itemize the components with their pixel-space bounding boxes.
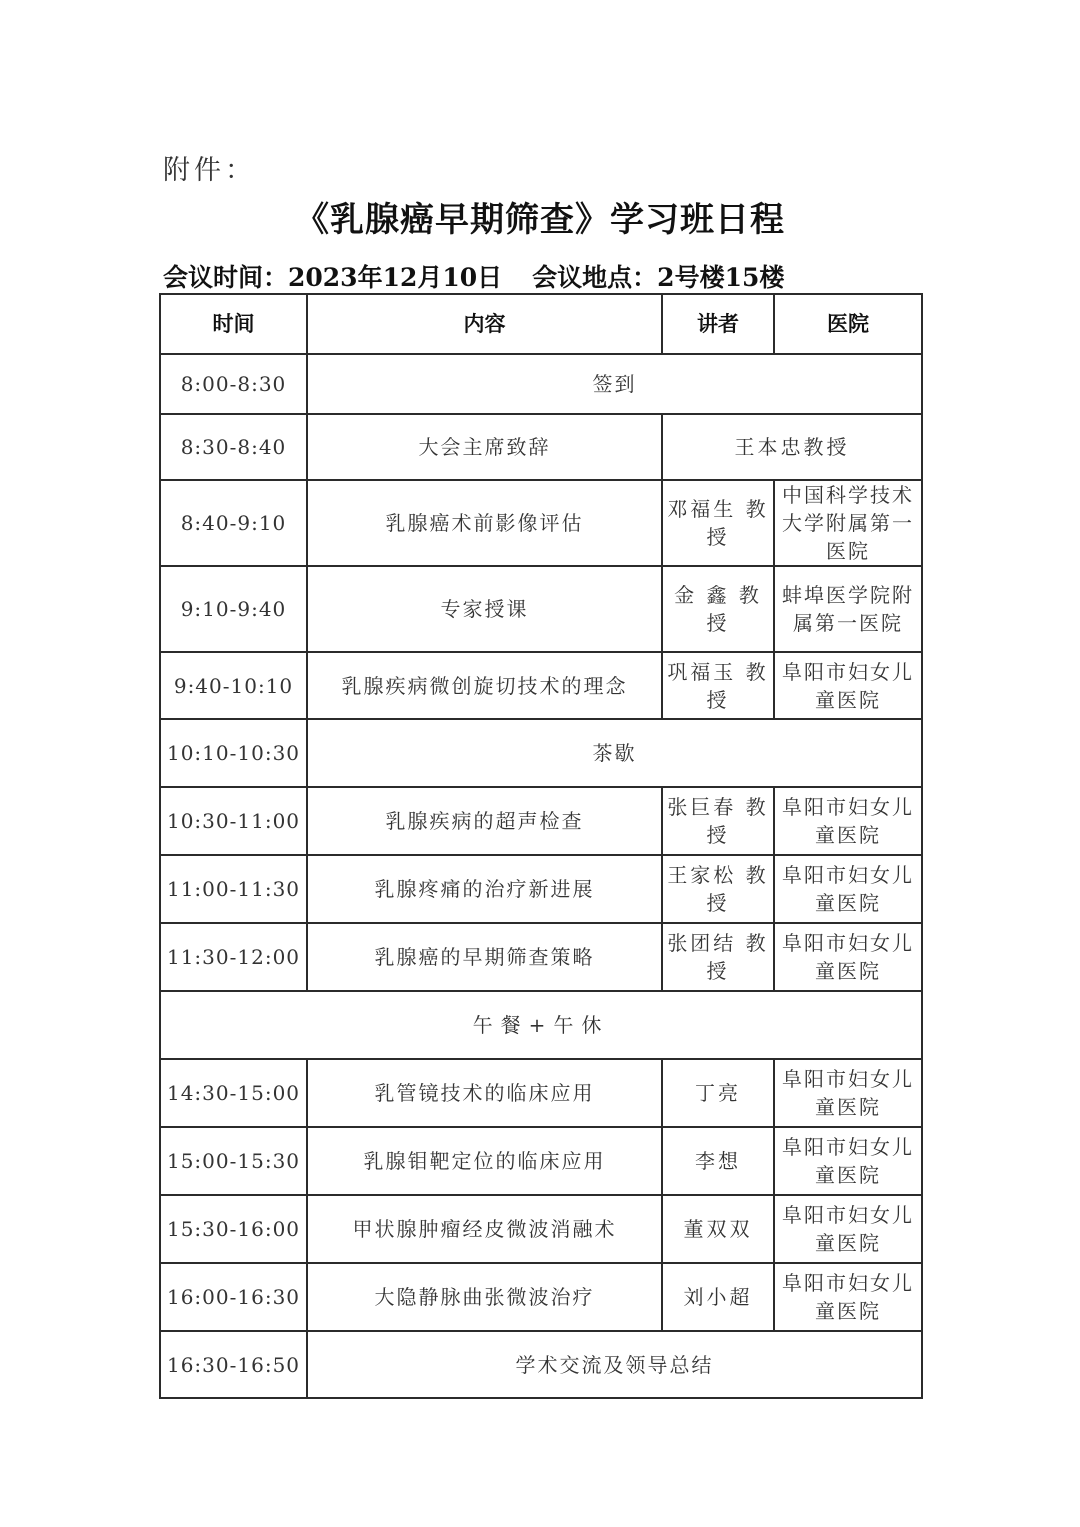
table-row — [160, 923, 922, 991]
table-row — [160, 719, 922, 787]
time-cell: 11:00-11:30 — [160, 855, 307, 923]
table-row — [160, 991, 922, 1059]
time-cell: 10:10-10:30 — [160, 719, 307, 787]
schedule-table — [159, 293, 923, 1399]
page-title: 《乳腺癌早期筛查》学习班日程 — [295, 200, 785, 240]
time-cell: 8:40-9:10 — [160, 480, 307, 566]
speaker-cell: 张团结 教授 — [662, 923, 774, 991]
header-speaker: 讲者 — [662, 294, 774, 354]
meeting-info — [163, 258, 784, 294]
hospital-cell: 阜阳市妇女儿童医院 — [774, 652, 922, 719]
hospital-cell: 阜阳市妇女儿童医院 — [774, 787, 922, 855]
hospital-cell: 阜阳市妇女儿童医院 — [774, 1059, 922, 1127]
table-row — [160, 652, 922, 719]
speaker-cell: 邓福生 教授 — [662, 480, 774, 566]
hospital-cell: 阜阳市妇女儿童医院 — [774, 1263, 922, 1331]
table-row — [160, 480, 922, 566]
table-row — [160, 1195, 922, 1263]
header-hospital: 医院 — [774, 294, 922, 354]
table-row — [160, 1127, 922, 1195]
header-time: 时间 — [160, 294, 307, 354]
hospital-cell: 中国科学技术大学附属第一医院 — [774, 480, 922, 566]
speaker-cell: 李想 — [662, 1127, 774, 1195]
table-row — [160, 414, 922, 480]
table-row — [160, 1331, 922, 1398]
table-row — [160, 566, 922, 652]
speaker-cell: 董双双 — [662, 1195, 774, 1263]
time-cell: 16:30-16:50 — [160, 1331, 307, 1398]
speaker-cell: 刘小超 — [662, 1263, 774, 1331]
speaker-cell: 金 鑫 教授 — [662, 566, 774, 652]
hospital-cell: 阜阳市妇女儿童医院 — [774, 923, 922, 991]
attachment-label: 附件： — [163, 155, 256, 186]
table-row — [160, 1263, 922, 1331]
speaker-cell: 王家松 教授 — [662, 855, 774, 923]
time-cell: 8:30-8:40 — [160, 414, 307, 480]
meeting-time: 会议时间：2023年12月10日 — [163, 263, 503, 292]
table-row — [160, 787, 922, 855]
time-cell: 10:30-11:00 — [160, 787, 307, 855]
content-cell: 大隐静脉曲张微波治疗 — [307, 1263, 662, 1331]
content-cell: 乳腺癌的早期筛查策略 — [307, 923, 662, 991]
content-cell: 大会主席致辞 — [307, 414, 662, 480]
time-cell: 9:10-9:40 — [160, 566, 307, 652]
content-cell: 签到 — [307, 354, 922, 414]
content-cell: 午餐+午休 — [160, 991, 922, 1059]
content-cell: 专家授课 — [307, 566, 662, 652]
content-cell: 茶歇 — [307, 719, 922, 787]
time-cell: 8:00-8:30 — [160, 354, 307, 414]
time-cell: 15:00-15:30 — [160, 1127, 307, 1195]
header-content: 内容 — [307, 294, 662, 354]
speaker-cell: 张巨春 教授 — [662, 787, 774, 855]
time-cell: 15:30-16:00 — [160, 1195, 307, 1263]
content-cell: 学术交流及领导总结 — [307, 1331, 922, 1398]
meeting-place: 会议地点：2号楼15楼 — [532, 263, 785, 292]
content-cell: 乳腺疾病微创旋切技术的理念 — [307, 652, 662, 719]
content-cell: 乳腺癌术前影像评估 — [307, 480, 662, 566]
table-row — [160, 855, 922, 923]
table-row — [160, 1059, 922, 1127]
speaker-cell: 巩福玉 教授 — [662, 652, 774, 719]
speaker-cell: 丁亮 — [662, 1059, 774, 1127]
hospital-cell: 阜阳市妇女儿童医院 — [774, 855, 922, 923]
content-cell: 乳管镜技术的临床应用 — [307, 1059, 662, 1127]
hospital-cell: 阜阳市妇女儿童医院 — [774, 1127, 922, 1195]
content-cell: 乳腺钼靶定位的临床应用 — [307, 1127, 662, 1195]
hospital-cell: 蚌埠医学院附属第一医院 — [774, 566, 922, 652]
header-row — [160, 294, 922, 354]
content-cell: 乳腺疾病的超声检查 — [307, 787, 662, 855]
time-cell: 9:40-10:10 — [160, 652, 307, 719]
speaker-cell: 王本忠教授 — [662, 414, 922, 480]
table-row — [160, 354, 922, 414]
time-cell: 11:30-12:00 — [160, 923, 307, 991]
content-cell: 甲状腺肿瘤经皮微波消融术 — [307, 1195, 662, 1263]
time-cell: 14:30-15:00 — [160, 1059, 307, 1127]
hospital-cell: 阜阳市妇女儿童医院 — [774, 1195, 922, 1263]
time-cell: 16:00-16:30 — [160, 1263, 307, 1331]
content-cell: 乳腺疼痛的治疗新进展 — [307, 855, 662, 923]
